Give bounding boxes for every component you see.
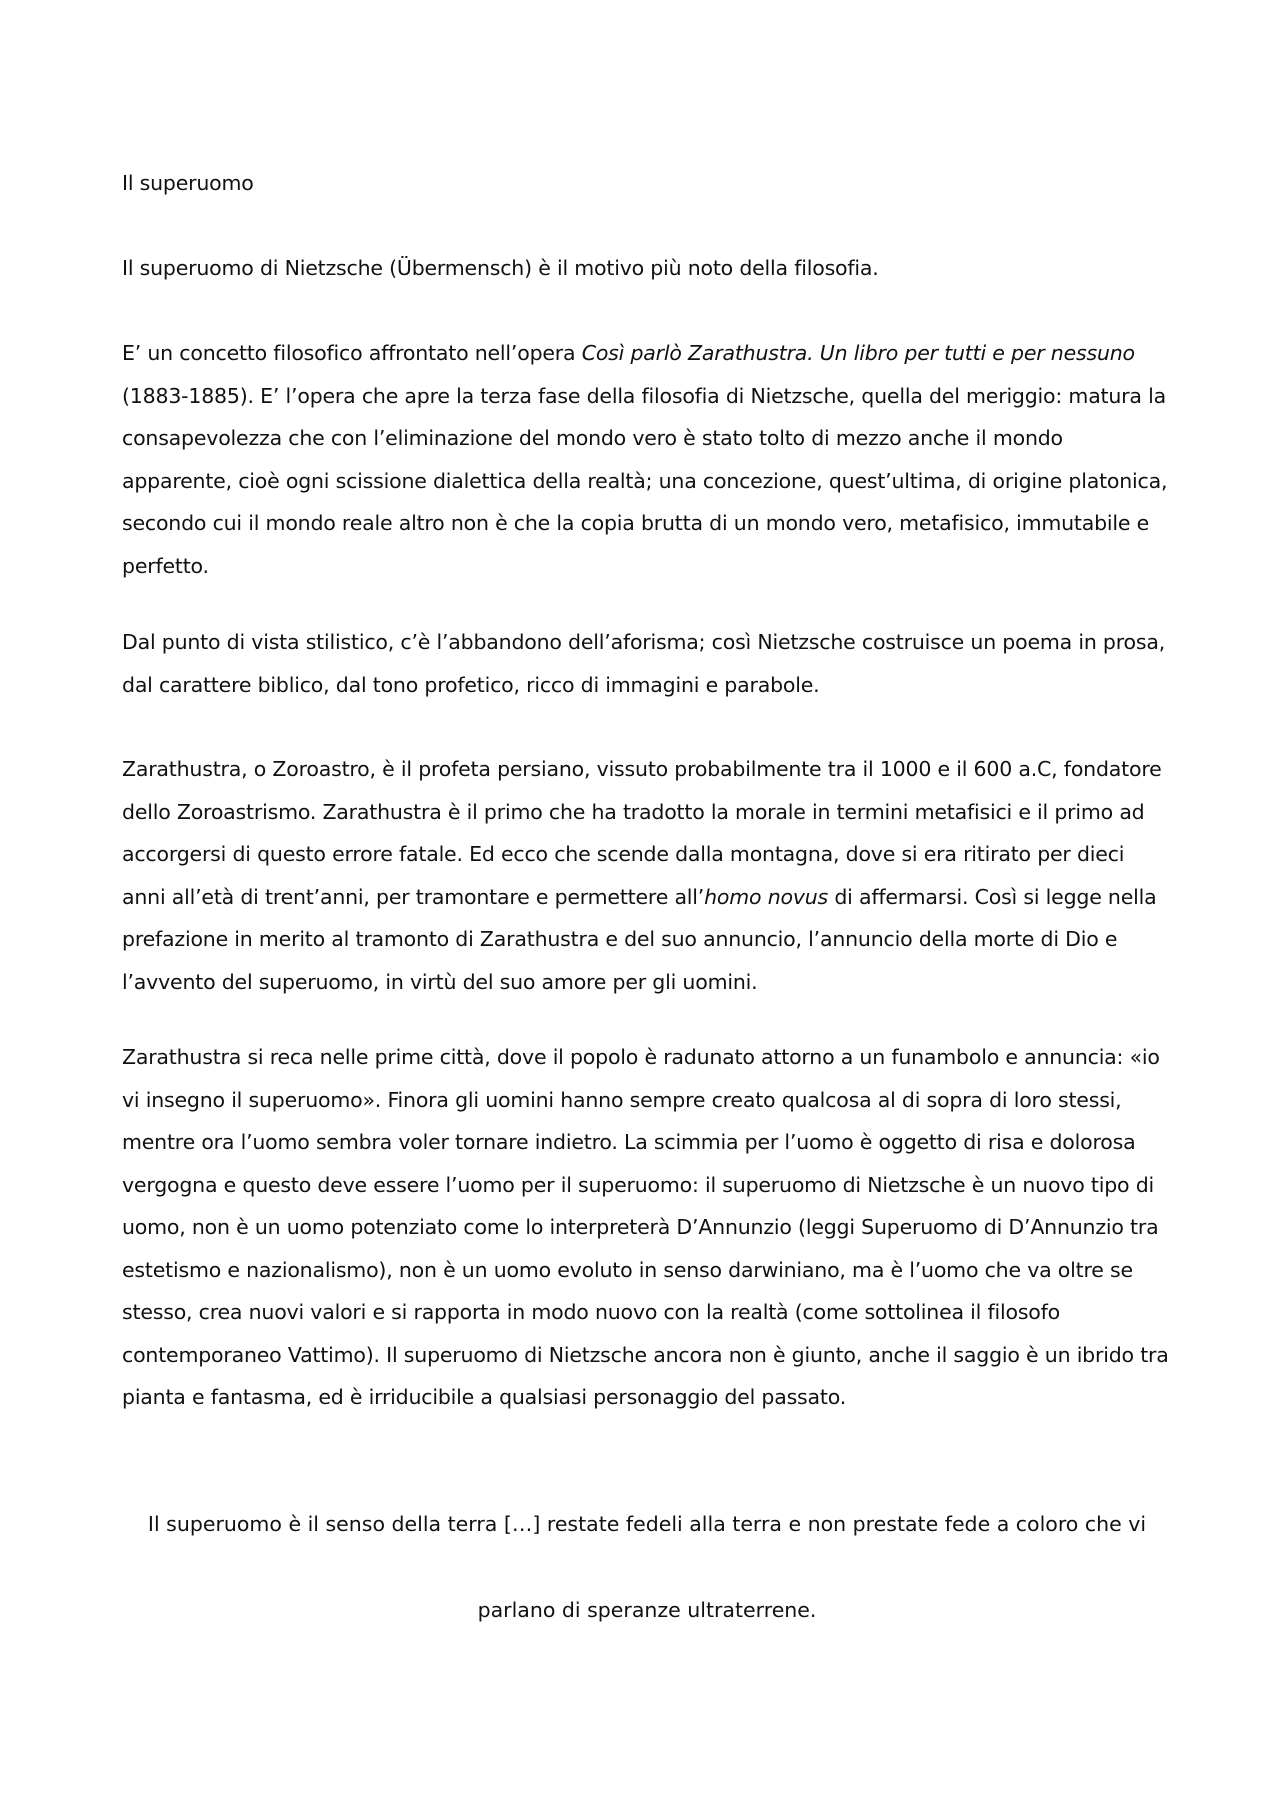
paragraph-zoroaster xyxy=(122,748,1172,1003)
paragraph-text: E’ un concetto filosofico affrontato nell’opera xyxy=(122,341,582,365)
paragraph-superuomo: Zarathustra si reca nelle prime città, dove il popolo è radunato attorno a un funambolo e annuncia: «io vi insegno il superuomo». Finora gli uomini hanno sempre creato qualcosa al di sopra di loro stessi, mentre ora l’uomo sembra voler tornare indietro. La scimmia per l’uomo è oggetto di risa e dolorosa vergogna e questo deve essere l’uomo per il superuomo: il superuomo di Nietzsche è un nuovo tipo di uomo, non è un uomo potenziato come lo interpreterà D’Annunzio (leggi Superuomo di D’Annunzio tra estetismo e nazionalismo), non è un uomo evoluto in senso darwiniano, ma è l’uomo che va oltre se stesso, crea nuovi valori e si rapporta in modo nuovo con la realtà (come sottolinea il filosofo contemporaneo Vattimo). Il superuomo di Nietzsche ancora non è giunto, anche il saggio è un ibrido tra pianta e fantasma, ed è irriducibile a qualsiasi personaggio del passato. xyxy=(122,1045,1169,1409)
paragraph-style: Dal punto di vista stilistico, c’è l’abbandono dell’aforisma; così Nietzsche costruisce un poema in prosa, dal carattere biblico, dal tono profetico, ricco di immagini e parabole. xyxy=(122,630,1166,697)
paragraph-text: di affermarsi. Così si legge nella prefazione in merito al tramonto di Zarathustra e del suo annuncio, l’annuncio della morte di Dio e l’avvento del superuomo, in virtù del suo amore per gli uomini. xyxy=(122,884,1157,994)
work-title: Così parlò Zarathustra. Un libro per tutti e per nessuno xyxy=(581,341,1135,365)
paragraph-zarathustra-work xyxy=(122,332,1172,587)
homo-novus-term: homo novus xyxy=(704,884,829,909)
paragraph-text: Zarathustra, o Zoroastro, è il profeta persiano, vissuto probabilmente tra il 1000 e il 600 a.C, fondatore dello Zoroastrismo. Zarathustra è il primo che ha tradotto la morale in termini metafisici e il primo ad accorgersi di questo errore fatale. Ed ecco che scende dalla montagna, dove si era ritirato per dieci anni all’età di trent’anni, per tramontare e permettere all’ xyxy=(122,757,1162,909)
paragraph-intro: Il superuomo di Nietzsche (Übermensch) è il motivo più noto della filosofia. xyxy=(122,256,879,280)
document-title: Il superuomo xyxy=(122,171,254,195)
closing-quote: Il superuomo è il senso della terra […] restate fedeli alla terra e non prestate fede a coloro che vi parlano di speranze ultraterrene. xyxy=(147,1512,1147,1622)
paragraph-text: (1883-1885). E’ l’opera che apre la terza fase della filosofia di Nietzsche, quella del meriggio: matura la consapevolezza che con l’eliminazione del mondo vero è stato tolto di mezzo anche il mondo apparente, cioè ogni scissione dialettica della realtà; una concezione, quest’ultima, di origine platonica, secondo cui il mondo reale altro non è che la copia brutta di un mondo vero, metafisico, immutabile e perfetto. xyxy=(122,383,1168,578)
